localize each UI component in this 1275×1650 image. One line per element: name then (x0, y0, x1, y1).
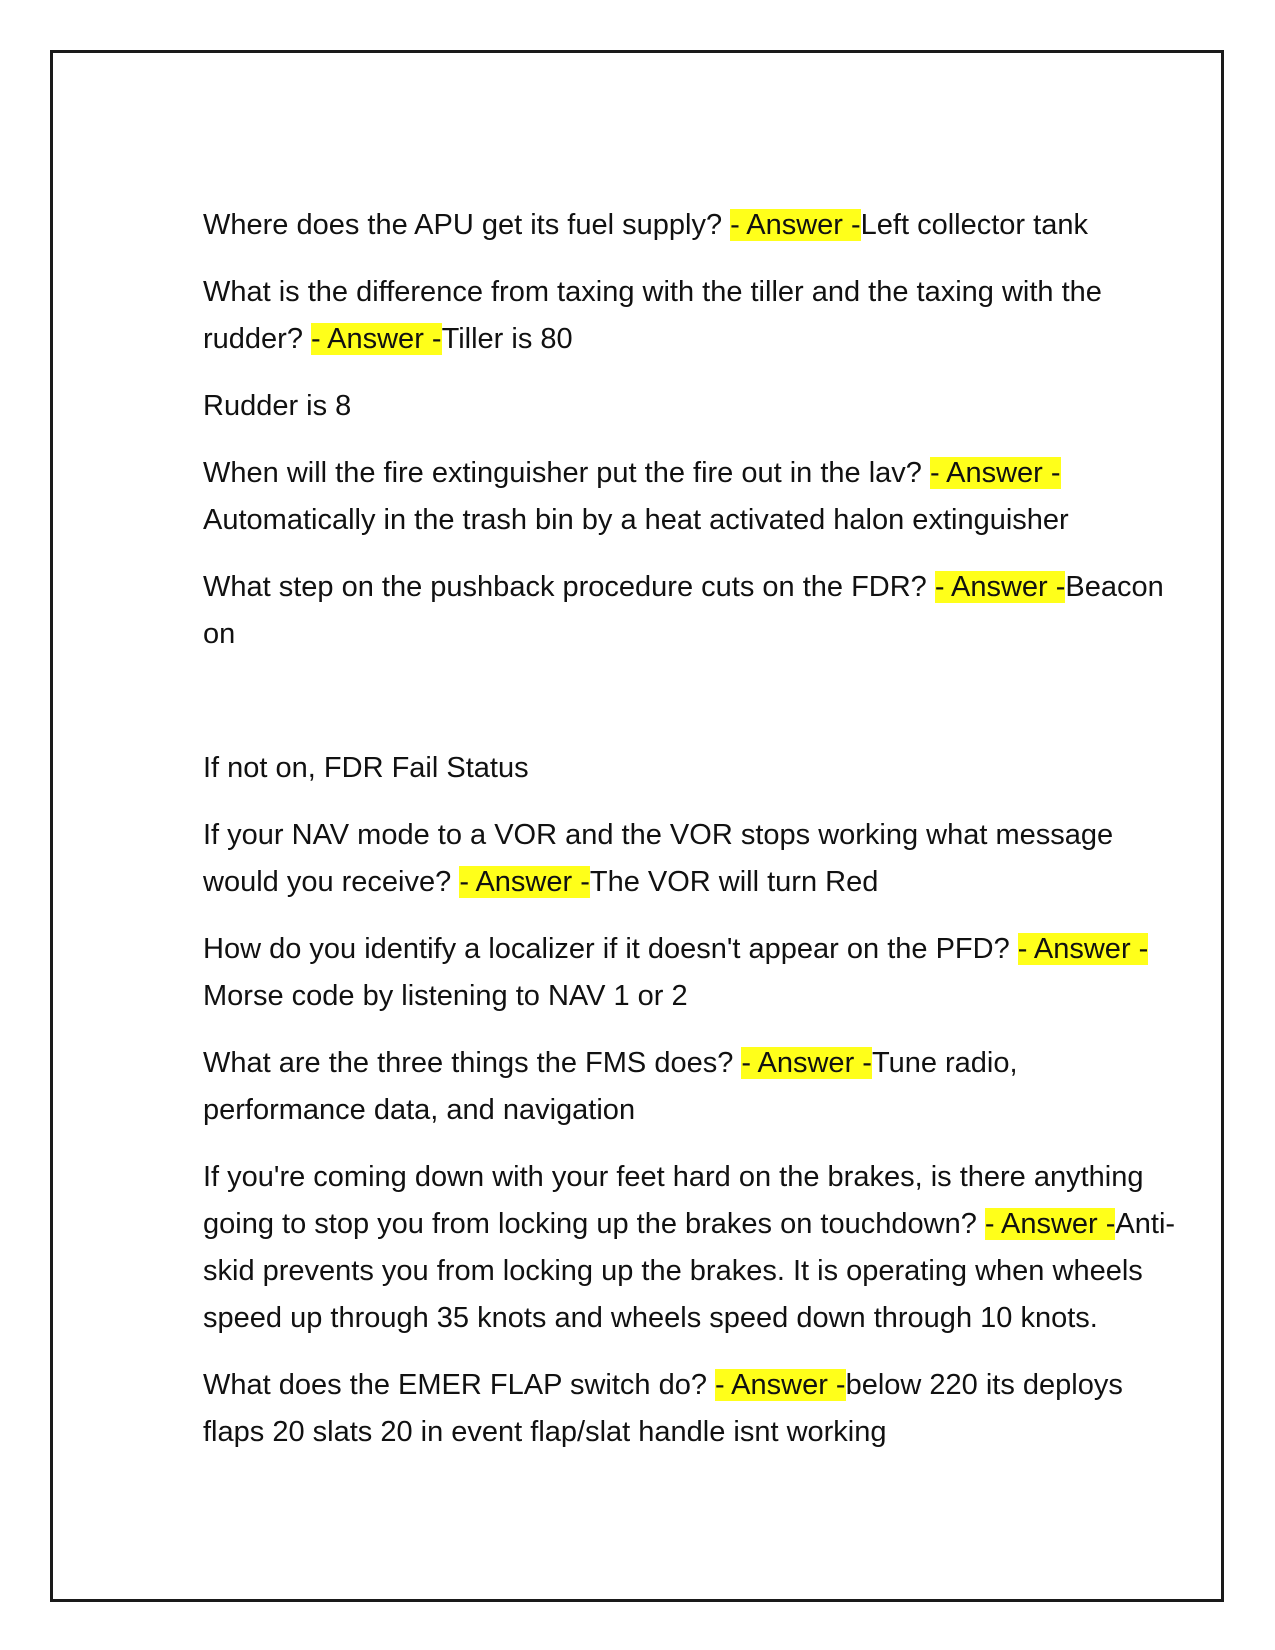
answer-marker: - Answer - (741, 1047, 872, 1079)
answer-marker: - Answer - (984, 1208, 1116, 1240)
blank-space (203, 678, 1183, 745)
qa-item-1 (203, 202, 1183, 249)
answer-marker: - Answer - (715, 1369, 846, 1401)
qa-item-4 (203, 564, 1183, 658)
answer-text: Tiller is 80 (441, 323, 573, 355)
question-text: When will the fire extinguisher put the fire out in the lav? (203, 457, 922, 489)
qa-item-3 (203, 450, 1183, 544)
answer-marker: - Answer - (1017, 933, 1149, 965)
qa-item-7 (203, 1040, 1183, 1134)
qa-item-5 (203, 812, 1183, 906)
question-text: What step on the pushback procedure cuts on the FDR? (203, 571, 927, 603)
qa-item-8 (203, 1154, 1183, 1342)
qa-item-9 (203, 1362, 1183, 1456)
question-text: What does the EMER FLAP switch do? (203, 1369, 707, 1401)
answer-marker: - Answer - (934, 571, 1066, 603)
answer-text: Automatically in the trash bin by a heat activated halon extinguisher (203, 504, 1069, 536)
qa-item-2 (203, 269, 1183, 363)
question-text: What is the difference from taxing with the tiller and the taxing with the rudder? (203, 276, 1102, 355)
answer-text: below 220 its deploys flaps 20 slats 20 in event flap/slat handle isnt working (203, 1369, 1123, 1448)
question-text: If your NAV mode to a VOR and the VOR stops working what message would you receive? (203, 819, 1114, 898)
answer-text: Anti-skid prevents you from locking up the brakes. It is operating when wheels speed up through 35 knots and wheels speed down through 10 knots. (203, 1208, 1176, 1334)
question-text: Where does the APU get its fuel supply? (203, 209, 723, 241)
answer-marker: - Answer - (459, 866, 590, 898)
text-paragraph: If not on, FDR Fail Status (203, 752, 529, 784)
answer-text: Left collector tank (860, 209, 1088, 241)
question-text: If you're coming down with your feet hard on the brakes, is there anything going to stop you from locking up the brakes on touchdown? (203, 1161, 1144, 1240)
answer-text: Beacon on (203, 571, 1164, 650)
answer-text: Tune radio, performance data, and navigation (203, 1047, 1018, 1126)
answer-text: The VOR will turn Red (589, 866, 879, 898)
page-frame (50, 50, 1224, 1602)
question-text: How do you identify a localizer if it doesn't appear on the PFD? (203, 933, 1010, 965)
qa-item-6 (203, 926, 1183, 1020)
answer-marker: - Answer - (311, 323, 442, 355)
text-paragraph: Rudder is 8 (203, 390, 352, 422)
answer-marker: - Answer - (930, 457, 1061, 489)
answer-marker: - Answer - (730, 209, 861, 241)
answer-text: Morse code by listening to NAV 1 or 2 (203, 980, 688, 1012)
question-text: What are the three things the FMS does? (203, 1047, 734, 1079)
document-body (203, 202, 1183, 1476)
